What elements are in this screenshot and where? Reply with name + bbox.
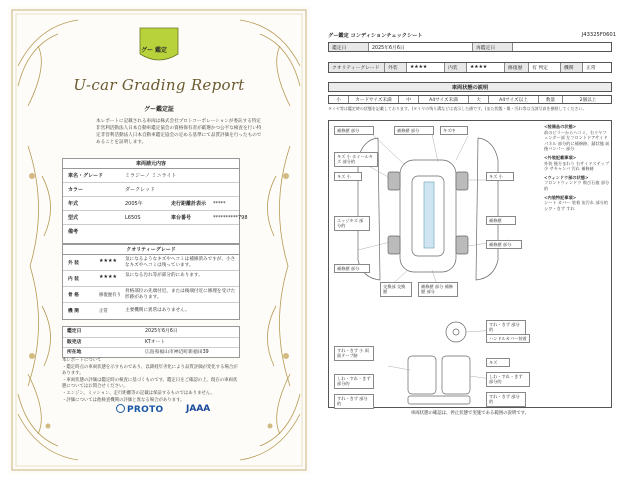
damage-callout: 補修歴 部分 補修歴 部分 (418, 282, 458, 297)
model-year-value: 2005年 (125, 201, 143, 207)
note-line: ・評価については他検査機関の評価と異なる場合があります。 (62, 397, 185, 403)
damage-callout: キズ中 (440, 126, 468, 135)
table-row (63, 183, 239, 197)
damage-callout: すれ・きず 小 両面テープ跡 (334, 346, 374, 361)
damage-callout: 補修歴 部分 (394, 126, 434, 135)
damage-callout: エッジキズ 部分的 (334, 216, 370, 231)
damage-callout: キズ 小 ホイールキズ 部分的 (334, 152, 378, 167)
table-row (63, 287, 239, 303)
legend-cell: 2個以上 (579, 97, 597, 103)
table-row (63, 169, 239, 183)
certificate-notes (62, 358, 240, 404)
legend-cell: カードサイズ未満 (349, 96, 399, 103)
proto-logo (116, 404, 163, 415)
table-row (63, 303, 239, 319)
grade-label: 外 装 (68, 261, 79, 266)
equipment-info-panel (544, 124, 610, 278)
interior-label: 内装 (445, 63, 467, 72)
sheet-id: J43325F0601 (581, 32, 616, 38)
info-body: 外装 後方まわり 右サイドステップ 少 サキャンバ 汚れ 補修跡 (544, 160, 610, 172)
reissue-label: 再鑑定日 (473, 43, 513, 51)
exterior-stars: ★★★★ (99, 258, 117, 264)
table-row (63, 255, 239, 271)
frame-label: 修復歴 (505, 63, 529, 72)
damage-callout: すれ・きず 部分的 (334, 394, 374, 409)
info-body: フロントウィンドウ 飛び石痕 部分的 (544, 180, 610, 191)
frame-value: 有 判定 (529, 63, 561, 72)
table-row (63, 197, 239, 211)
interior-stars: ★★★★ (99, 274, 117, 280)
jaaa-logo-text: JAAA (186, 404, 211, 414)
sheet-footer: 車両状態の確認は、停止状態で実施である範囲の説明です。 (410, 411, 530, 416)
note-line: 本レポートについて (62, 358, 102, 363)
issue-label: 鑑定日 (67, 329, 82, 334)
damage-callout: キズ 小 (486, 172, 514, 181)
quality-label: クオリティーグレード (329, 63, 385, 72)
legend-cell: 中 (399, 96, 419, 103)
info-body: シート カバー 装着 灰汚れ 部分的 シワ・きず すれ (544, 200, 608, 211)
grade-section-title: クオリティーグレード (63, 245, 239, 255)
vehicle-info-table (62, 158, 248, 244)
certificate-intro: 本レポートに記載される車両は株式会社プロトコーポレーションが委託する特定非営利活動法人日本自動車鑑定協会の資格保有者が厳選かつ公平な検査を行い特定非営利活動法人日本自動車鑑定協会の定める基準にて品質評価を行ったものであることを証明します。 (96, 119, 262, 145)
damage-callout: 補修歴 部分 (486, 240, 522, 249)
dealer-value: KTオート (145, 339, 166, 345)
note-line: ・鑑定時点の車両状態を示すものであり、以降経年劣化により品質評価が変化する場合があります。 (62, 364, 238, 377)
address-value: 広島県福山市神辺町新徳田39 (145, 350, 209, 356)
quality-grade-table (62, 244, 240, 320)
damage-callout: 交換部 交換歴 (380, 282, 412, 297)
engine-value: 正常 (586, 66, 596, 71)
grading-certificate (8, 6, 310, 474)
certificate-title: U-car Grading Report (73, 76, 245, 94)
damage-callout: 補修歴 (486, 216, 516, 225)
jaaa-logo (186, 404, 210, 414)
engine-label: 機関 (561, 63, 583, 72)
reissue-value (513, 43, 613, 51)
info-heading: <ウィンドウ部の状態> (544, 174, 589, 180)
color-value: ダークレッド (125, 187, 155, 193)
gu-appraisal-badge (139, 36, 169, 66)
damage-callout: すれ・きず 部分的 (486, 392, 526, 407)
table-row (63, 338, 239, 349)
row-label: 車台番号 (171, 215, 192, 221)
size-legend-row (328, 95, 612, 104)
frame-status: 修復歴有り (99, 293, 121, 298)
car-name-value: ミラジーノ ミニライト (125, 173, 177, 179)
vehicle-section-title: 車両請元内容 (63, 159, 239, 169)
damage-callout: しわ・すれ・きず 部分的 (486, 372, 530, 387)
grade-desc: 主要機関に異常はありません。 (125, 308, 190, 313)
info-body: 前のピラーからヘコミ、右リヤフェンダー部 左フロントドアサイドパネル 部分的に補修跡、錆状態 前後バンパー 部分 (544, 129, 610, 152)
row-label: カラー (68, 187, 84, 193)
model-code-value: L650S (125, 215, 141, 221)
issue-label: 所在地 (67, 350, 82, 356)
quality-row (328, 62, 612, 73)
damage-callout: すれ・きず 部分的 (486, 320, 526, 335)
exterior-label: 外装 (385, 63, 407, 72)
table-row (63, 271, 239, 287)
grade-desc: 気になるようなキズやヘコミは補修済みですが、小さなキズやヘコミは残っています。 (125, 257, 236, 268)
date-row (328, 42, 612, 52)
issue-info-table (62, 326, 240, 358)
note-line: ・エンジン、ミッション、走行距離等の記載は保証するものではありません。 (62, 390, 215, 396)
damage-callout: しわ・すれ・きず 部分的 (334, 374, 374, 389)
damage-callout: キズ 小 (334, 172, 362, 181)
sheet-notes: タイヤ等は鑑定時の状態を記載しております。(タイヤの残り溝などは表示した値です。)また状態・傷・汚れ等は当該写真を参照してください。 (328, 106, 587, 111)
legend-cell: A4サイズ以上 (489, 96, 539, 103)
interior-stars: ★★★★ (467, 63, 505, 72)
date-label: 鑑定日 (329, 43, 369, 51)
badge-label: グー 鑑定 (140, 47, 168, 54)
condition-section-head: 車両状態の説明 (328, 82, 612, 92)
table-row (63, 225, 239, 239)
row-label: 備考 (68, 229, 79, 235)
table-row (63, 211, 248, 225)
note-line: ・車両状態の評価は鑑定時の検査に基づくものです。鑑定日をご確認の上、現在の車両状態についてはお問合せください。 (62, 377, 238, 390)
proto-mark-icon (116, 404, 125, 413)
info-heading: <外装記載事項> (544, 154, 577, 160)
damage-callout: 補修歴 部分 (334, 264, 370, 273)
grade-desc: 気になる汚れ等が部分的にあります。 (125, 273, 203, 278)
info-heading: <装備品の状態> (544, 124, 577, 129)
grade-label: 骨 格 (68, 293, 79, 298)
row-label: 型式 (68, 215, 79, 221)
appraisal-date-value: 2025年6月6日 (145, 329, 178, 334)
row-label: 年式 (68, 201, 79, 207)
proto-logo-text: PROTO (127, 405, 164, 415)
grade-label: 内 装 (68, 277, 79, 282)
engine-status: 正常 (99, 309, 108, 314)
table-row (63, 327, 239, 338)
legend-cell: 数量 (539, 96, 563, 103)
info-heading: <内装特記事項> (544, 194, 577, 200)
legend-cell: 小 (329, 96, 349, 103)
date-value: 2025年6月6日 (369, 43, 473, 51)
chassis-number-value: **********798 (213, 215, 248, 221)
issue-label: 販売店 (67, 339, 82, 345)
damage-callout: 補修歴 部分 (334, 126, 374, 135)
damage-callout: ハンドルカバー装着 (486, 334, 530, 343)
row-label: 車名・グレード (68, 173, 104, 179)
row-label: 走行距離計表示 (171, 201, 207, 207)
legend-cell: 大 (469, 96, 489, 103)
damage-callout: キズ (486, 358, 510, 367)
legend-cell: A4サイズ未満 (419, 96, 469, 103)
sheet-title: グー鑑定 コンディションチェックシート (328, 33, 423, 39)
certificate-heading: グー鑑定証 (143, 106, 174, 113)
grade-label: 機 関 (68, 309, 79, 314)
mileage-value: ***** (213, 201, 226, 207)
grade-desc: 骨格部位の先端付近、または後端付近に修理を受けた形跡があります。 (125, 289, 236, 300)
exterior-stars: ★★★★ (407, 63, 445, 72)
